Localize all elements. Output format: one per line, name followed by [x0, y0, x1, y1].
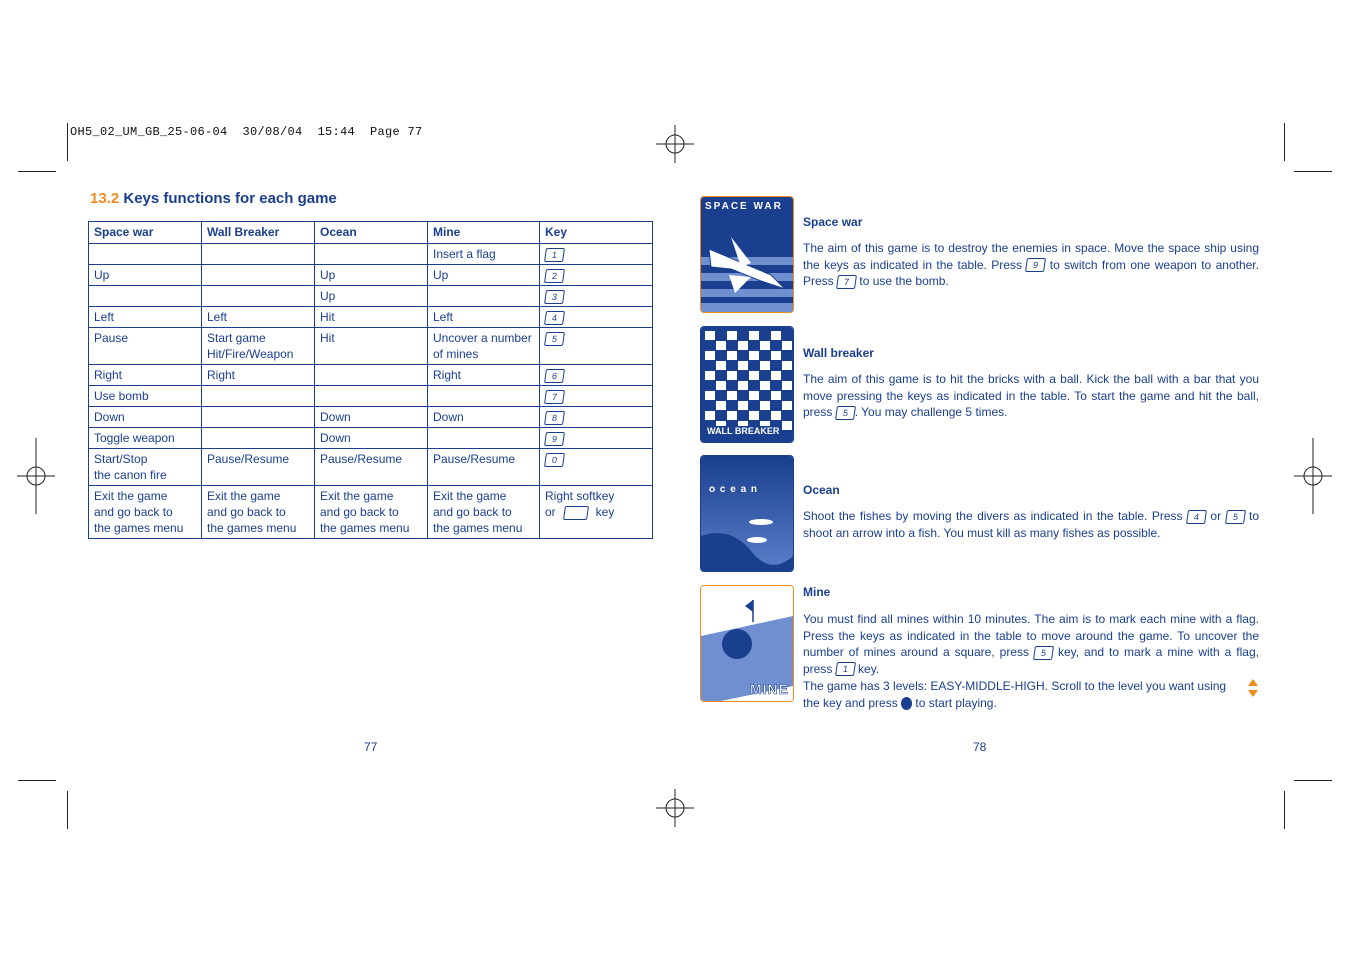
thumbnail-label: SPACE WAR: [705, 201, 783, 212]
table-cell: Pause/Resume: [428, 449, 540, 486]
key-cell: [540, 265, 653, 286]
table-cell: [428, 286, 540, 307]
description-text: to switch from one weapon to another. Press: [803, 257, 1259, 288]
table-cell: Toggle weapon: [89, 428, 202, 449]
table-cell: Up: [315, 286, 428, 307]
key-cell: [540, 365, 653, 386]
key-cell: [540, 328, 653, 365]
column-header: Space war: [89, 222, 202, 244]
table-cell: Left: [202, 307, 315, 328]
table-row: [89, 449, 653, 486]
table-cell: [202, 386, 315, 407]
registration-mark-icon: [1294, 438, 1332, 514]
table-cell: [202, 265, 315, 286]
registration-mark-icon: [656, 125, 694, 163]
table-cell: Hit: [315, 328, 428, 365]
table-cell: Uncover a number of mines: [428, 328, 540, 365]
game-description-wall-breaker: [803, 371, 1259, 421]
table-row: [89, 365, 653, 386]
crop-mark: [1284, 791, 1285, 829]
game-description-ocean: [803, 508, 1259, 541]
key-5-icon: 5: [544, 332, 565, 346]
description-text: Shoot the fishes by moving the divers as indicated in the table. Press: [803, 509, 1183, 523]
key-cell: [540, 307, 653, 328]
key-9-icon: 9: [1025, 258, 1046, 272]
table-cell: [315, 365, 428, 386]
table-cell: Down: [89, 407, 202, 428]
page-number-left: 77: [364, 740, 378, 754]
wall-breaker-thumbnail: [700, 326, 794, 443]
space-war-thumbnail: [700, 196, 794, 313]
section-number: 13.2: [90, 190, 120, 207]
description-text: key.: [858, 661, 880, 676]
description-text: to start playing.: [915, 695, 997, 710]
table-cell: [202, 407, 315, 428]
crop-mark: [67, 123, 68, 161]
table-row: [89, 265, 653, 286]
table-cell: [202, 428, 315, 449]
table-cell: Exit the game and go back to the games menu: [315, 486, 428, 539]
key-cell: [540, 244, 653, 265]
page-number-right: 78: [973, 740, 987, 754]
print-slug: OH5_02_UM_GB_25-06-04 30/08/04 15:44 Page 77: [70, 125, 423, 139]
table-row: [89, 307, 653, 328]
table-cell: Right: [428, 365, 540, 386]
description-text: to shoot an arrow into a fish. You must kill as many fishes as possible.: [803, 509, 1259, 540]
key-6-icon: 6: [544, 369, 565, 383]
table-row: [89, 286, 653, 307]
key-5-icon: 5: [1225, 510, 1246, 524]
key-text: Right softkey: [545, 489, 615, 503]
key-9-icon: 9: [544, 432, 565, 446]
key-8-icon: 8: [544, 411, 565, 425]
key-1-icon: 1: [544, 248, 565, 262]
game-title-ocean: Ocean: [803, 483, 840, 497]
table-row: [89, 486, 653, 539]
table-cell: [89, 244, 202, 265]
column-header: Key: [540, 222, 653, 244]
table-cell: Pause/Resume: [315, 449, 428, 486]
ok-key-icon: [901, 697, 912, 710]
table-header-row: [89, 222, 653, 244]
key-7-icon: 7: [544, 390, 565, 404]
table-cell: Left: [89, 307, 202, 328]
description-text: You must find all mines within 10 minutes. The aim is to mark each mine with a flag. Press the keys as indicated in the table to move around the game. To uncover the number of mines around a square, press: [803, 612, 1259, 659]
key-5-icon: 5: [835, 406, 856, 420]
column-header: Mine: [428, 222, 540, 244]
table-cell: Up: [428, 265, 540, 286]
table-row: [89, 428, 653, 449]
table-cell: Start/Stop the canon fire: [89, 449, 202, 486]
key-3-icon: 3: [544, 290, 565, 304]
game-title-mine: Mine: [803, 585, 831, 599]
description-text: The aim of this game is to hit the bricks with a ball. Kick the ball with a bar that you move pressing the keys as indicated in the table. To start the game and hit the ball, press: [803, 372, 1259, 419]
key-2-icon: 2: [544, 269, 565, 283]
table-row: [89, 328, 653, 365]
table-cell: Insert a flag: [428, 244, 540, 265]
table-cell: Right: [89, 365, 202, 386]
game-levels-mine: [803, 678, 1233, 711]
key-5-icon: 5: [1033, 646, 1054, 660]
table-cell: Exit the game and go back to the games menu: [428, 486, 540, 539]
table-cell: [315, 244, 428, 265]
game-description-space-war: [803, 240, 1259, 290]
table-cell: Down: [315, 407, 428, 428]
table-cell: [428, 386, 540, 407]
table-row: [89, 407, 653, 428]
table-cell: Right: [202, 365, 315, 386]
key-cell: [540, 428, 653, 449]
crop-mark: [1294, 780, 1332, 781]
thumbnail-label: WALL BREAKER: [707, 426, 780, 436]
softkey-icon: [563, 506, 589, 520]
description-text: . You may challenge 5 times.: [854, 405, 1008, 419]
column-header: Wall Breaker: [202, 222, 315, 244]
crop-mark: [1284, 123, 1285, 161]
game-description-mine: [803, 611, 1259, 677]
crop-mark: [18, 780, 56, 781]
table-cell: [202, 244, 315, 265]
section-heading: [90, 190, 337, 207]
crop-mark: [1294, 171, 1332, 172]
key-text: key: [595, 505, 615, 519]
table-cell: [315, 386, 428, 407]
game-title-space-war: Space war: [803, 215, 863, 229]
table-cell: [89, 286, 202, 307]
key-cell: [540, 286, 653, 307]
key-cell: [540, 449, 653, 486]
key-1-icon: 1: [835, 662, 856, 676]
table-cell: Down: [428, 407, 540, 428]
table-cell: Exit the game and go back to the games menu: [202, 486, 315, 539]
ocean-thumbnail: [700, 455, 794, 572]
table-cell: Down: [315, 428, 428, 449]
mine-thumbnail: [700, 585, 794, 702]
table-row: [89, 386, 653, 407]
table-cell: Pause: [89, 328, 202, 365]
description-text: key, and to mark a mine with a flag, press: [803, 645, 1259, 676]
registration-mark-icon: [656, 789, 694, 827]
description-text: or: [1210, 509, 1222, 523]
table-cell: Start game Hit/Fire/Weapon: [202, 328, 315, 365]
key-cell: [540, 386, 653, 407]
table-cell: Exit the game and go back to the games menu: [89, 486, 202, 539]
table-cell: Pause/Resume: [202, 449, 315, 486]
keys-table: [88, 221, 653, 539]
key-cell: [540, 486, 653, 539]
table-cell: Use bomb: [89, 386, 202, 407]
table-cell: Left: [428, 307, 540, 328]
thumbnail-label: o c e a n: [709, 484, 759, 495]
table-cell: Up: [89, 265, 202, 286]
description-text: to use the bomb.: [859, 274, 949, 288]
game-title-wall-breaker: Wall breaker: [803, 346, 874, 360]
table-row: [89, 244, 653, 265]
key-0-icon: 0: [544, 453, 565, 467]
registration-mark-icon: [17, 438, 55, 514]
key-text: or: [545, 505, 556, 519]
key-4-icon: 4: [1186, 510, 1207, 524]
key-4-icon: 4: [544, 311, 565, 325]
thumbnail-label: MINE: [750, 681, 789, 697]
column-header: Ocean: [315, 222, 428, 244]
description-text: The game has 3 levels: EASY-MIDDLE-HIGH. Scroll to the level you want using the key and press: [803, 679, 1227, 710]
table-cell: Up: [315, 265, 428, 286]
description-text: The aim of this game is to destroy the enemies in space. Move the space ship using the keys as indicated in the table. Press: [803, 241, 1259, 272]
table-cell: [202, 286, 315, 307]
table-cell: [428, 428, 540, 449]
table-cell: Hit: [315, 307, 428, 328]
section-title: Keys functions for each game: [123, 190, 337, 207]
crop-mark: [67, 791, 68, 829]
crop-mark: [18, 171, 56, 172]
key-cell: [540, 407, 653, 428]
up-down-arrows-icon: [1248, 679, 1258, 697]
key-7-icon: 7: [836, 275, 857, 289]
